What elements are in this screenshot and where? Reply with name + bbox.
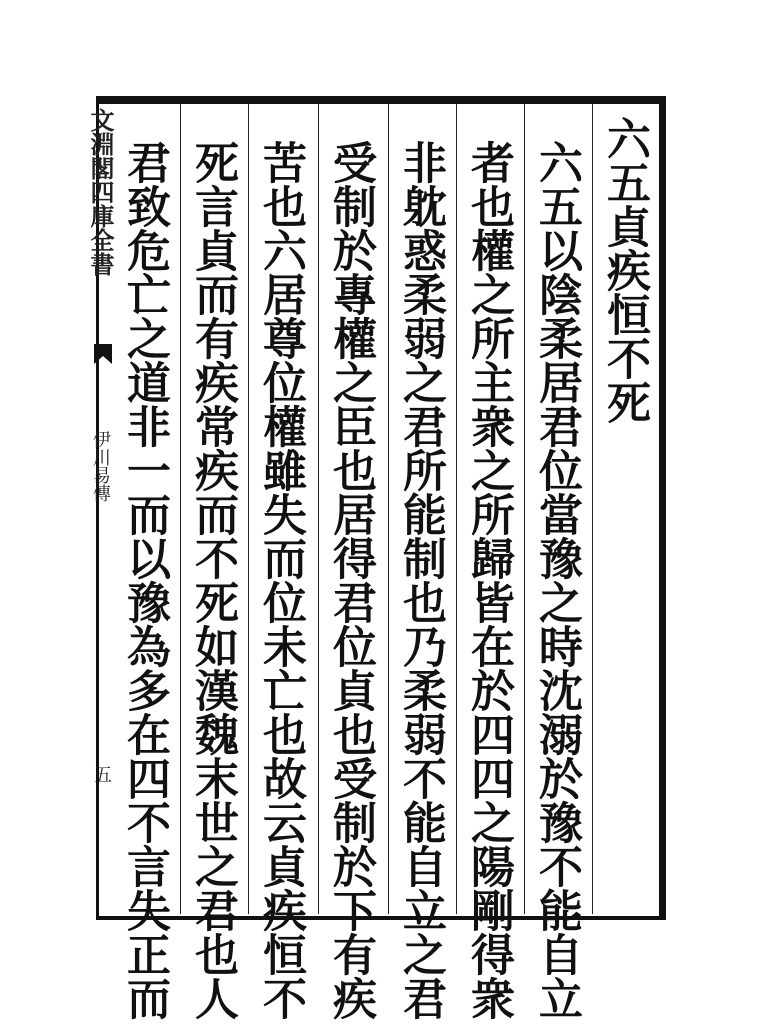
column-divider	[318, 104, 319, 914]
text-column: 苦也六居尊位權雖失而位未亡也故云貞疾恒不	[255, 140, 306, 1020]
column-divider	[524, 104, 525, 914]
text-column: 六五以陰柔居君位當豫之時沈溺於豫不能自立	[531, 140, 582, 1020]
fishtail-mark-icon	[92, 340, 114, 368]
column-divider	[456, 104, 457, 914]
column-divider	[180, 104, 181, 914]
right-border	[662, 96, 666, 920]
text-column: 死言貞而有疾常疾而不死如漢魏末世之君也人	[187, 140, 238, 1020]
column-divider	[388, 104, 389, 914]
column-divider	[592, 104, 593, 914]
library-title: 文淵閣四庫全書	[86, 108, 115, 276]
text-column: 者也權之所主衆之所歸皆在於四四之陽剛得衆	[463, 140, 514, 1020]
heading-column: 六五貞疾恒不死	[599, 116, 650, 424]
text-column: 君致危亡之道非一而以豫為多在四不言失正而	[119, 140, 170, 1020]
column-divider	[248, 104, 249, 914]
book-title: 伊川易傳	[89, 430, 111, 502]
top-rule	[96, 96, 662, 104]
text-column: 非躭惑柔弱之君所能制也乃柔弱不能自立之君	[395, 140, 446, 1020]
text-column: 受制於專權之臣也居得君位貞也受制於下有疾	[325, 140, 376, 1020]
page-number: 五	[91, 765, 112, 783]
